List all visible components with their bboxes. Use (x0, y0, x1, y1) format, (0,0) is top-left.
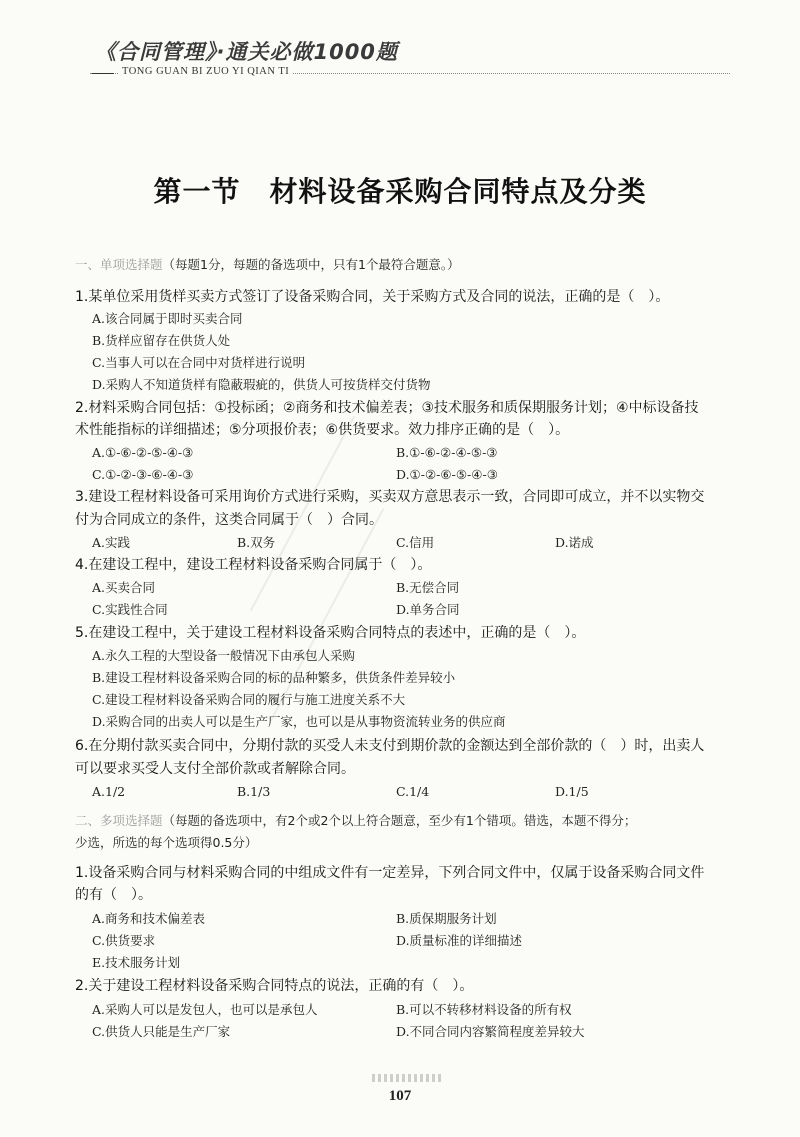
q4-option-d: D.单务合同 (396, 602, 460, 617)
q3-option-c: C.信用 (396, 535, 435, 550)
q6-option-c: C.1/4 (396, 784, 430, 799)
q2-option-c: C.①-②-③-⑥-④-③ (92, 467, 194, 482)
q2-stem-line1: 2.材料采购合同包括：①投标函；②商务和技术偏差表；③技术服务和质保期服务计划；④中标设备技 (75, 400, 699, 416)
m1-option-c: C.供货要求 (92, 933, 156, 948)
q6-stem-line1: 6.在分期付款买卖合同中，分期付款的买受人未支付到期价款的金额达到全部价款的（ ）时，出卖人 (75, 738, 705, 754)
q2-option-d: D.①-②-⑥-⑤-④-③ (396, 467, 498, 482)
q3-option-a: A.实践 (92, 535, 131, 550)
q5-option-d: D.采购合同的出卖人可以是生产厂家，也可以是从事物资流转业务的供应商 (92, 714, 506, 729)
q3-stem-line1: 3.建设工程材料设备可采用询价方式进行采购，买卖双方意思表示一致，合同即可成立，并不以实物交 (75, 489, 705, 505)
q1-option-a: A.该合同属于即时买卖合同 (92, 311, 243, 326)
q5-option-b: B.建设工程材料设备采购合同的标的品种繁多，供货条件差异较小 (92, 670, 456, 685)
part1-heading (75, 255, 460, 275)
q3-option-b: B.双务 (237, 535, 276, 550)
m1-stem-line2: 的有（ ）。 (75, 887, 152, 903)
m1-option-e: E.技术服务计划 (92, 955, 181, 970)
m1-stem-line1: 1.设备采购合同与材料采购合同的中组成文件有一定差异，下列合同文件中，仅属于设备采购合同文件 (75, 865, 705, 881)
m1-option-a: A.商务和技术偏差表 (92, 911, 206, 926)
part1-instruction: （每题1分，每题的备选项中，只有1个最符合题意。） (162, 257, 460, 272)
q3-option-d: D.诺成 (555, 535, 594, 550)
m2-option-b: B.可以不转移材料设备的所有权 (396, 1002, 572, 1017)
q2-stem-line2: 术性能指标的详细描述；⑤分项报价表；⑥供货要求。效力排序正确的是（ ）。 (75, 422, 570, 438)
section-title: 第一节 材料设备采购合同特点及分类 (153, 175, 647, 208)
page-number: 107 (388, 1088, 412, 1104)
m2-stem: 2.关于建设工程材料设备采购合同特点的说法，正确的有（ ）。 (75, 978, 474, 994)
q3-stem-line2: 付为合同成立的条件，这类合同属于（ ）合同。 (75, 512, 383, 528)
part1-label: 一、单项选择题 (75, 257, 163, 272)
q2-option-b: B.①-⑥-②-④-⑤-③ (396, 445, 498, 460)
q5-stem: 5.在建设工程中，关于建设工程材料设备采购合同特点的表述中，正确的是（ ）。 (75, 625, 586, 641)
q5-option-a: A.永久工程的大型设备一般情况下由承包人采购 (92, 648, 356, 663)
m1-option-b: B.质保期服务计划 (396, 911, 497, 926)
q1-option-b: B.货样应留存在供货人处 (92, 333, 231, 348)
m2-option-c: C.供货人只能是生产厂家 (92, 1024, 231, 1039)
q4-stem: 4.在建设工程中，建设工程材料设备采购合同属于（ ）。 (75, 557, 432, 573)
header-dash (92, 73, 114, 74)
q1-option-d: D.采购人不知道货样有隐蔽瑕疵的，供货人可按货样交付货物 (92, 377, 431, 392)
part2-label: 二、多项选择题 (75, 813, 163, 828)
book-title-pinyin: TONG GUAN BI ZUO YI QIAN TI (118, 66, 293, 77)
m1-option-d: D.质量标准的详细描述 (396, 933, 523, 948)
q6-option-d: D.1/5 (555, 784, 589, 799)
book-title-header: 《合同管理》·通关必做1000题 (95, 40, 398, 64)
part2-heading (75, 811, 636, 831)
q6-option-a: A.1/2 (92, 784, 126, 799)
q6-option-b: B.1/3 (237, 784, 271, 799)
q4-option-a: A.买卖合同 (92, 580, 156, 595)
q1-option-c: C.当事人可以在合同中对货样进行说明 (92, 355, 306, 370)
q1-stem: 1.某单位采用货样买卖方式签订了设备采购合同，关于采购方式及合同的说法，正确的是（ ）。 (75, 289, 670, 305)
part2-instruction-line2: 少选，所选的每个选项得0.5分） (75, 835, 258, 850)
m2-option-a: A.采购人可以是发包人，也可以是承包人 (92, 1002, 318, 1017)
m2-option-d: D.不同合同内容繁简程度差异较大 (396, 1024, 585, 1039)
q4-option-c: C.实践性合同 (92, 602, 168, 617)
q6-stem-line2: 可以要求买受人支付全部价款或者解除合同。 (75, 761, 355, 777)
q4-option-b: B.无偿合同 (396, 580, 460, 595)
part2-instruction-line1: （每题的备选项中，有2个或2个以上符合题意，至少有1个错项。错选，本题不得分； (162, 813, 637, 828)
q5-option-c: C.建设工程材料设备采购合同的履行与施工进度关系不大 (92, 692, 406, 707)
footer-ornament (372, 1074, 442, 1082)
q2-option-a: A.①-⑥-②-⑤-④-③ (92, 445, 194, 460)
